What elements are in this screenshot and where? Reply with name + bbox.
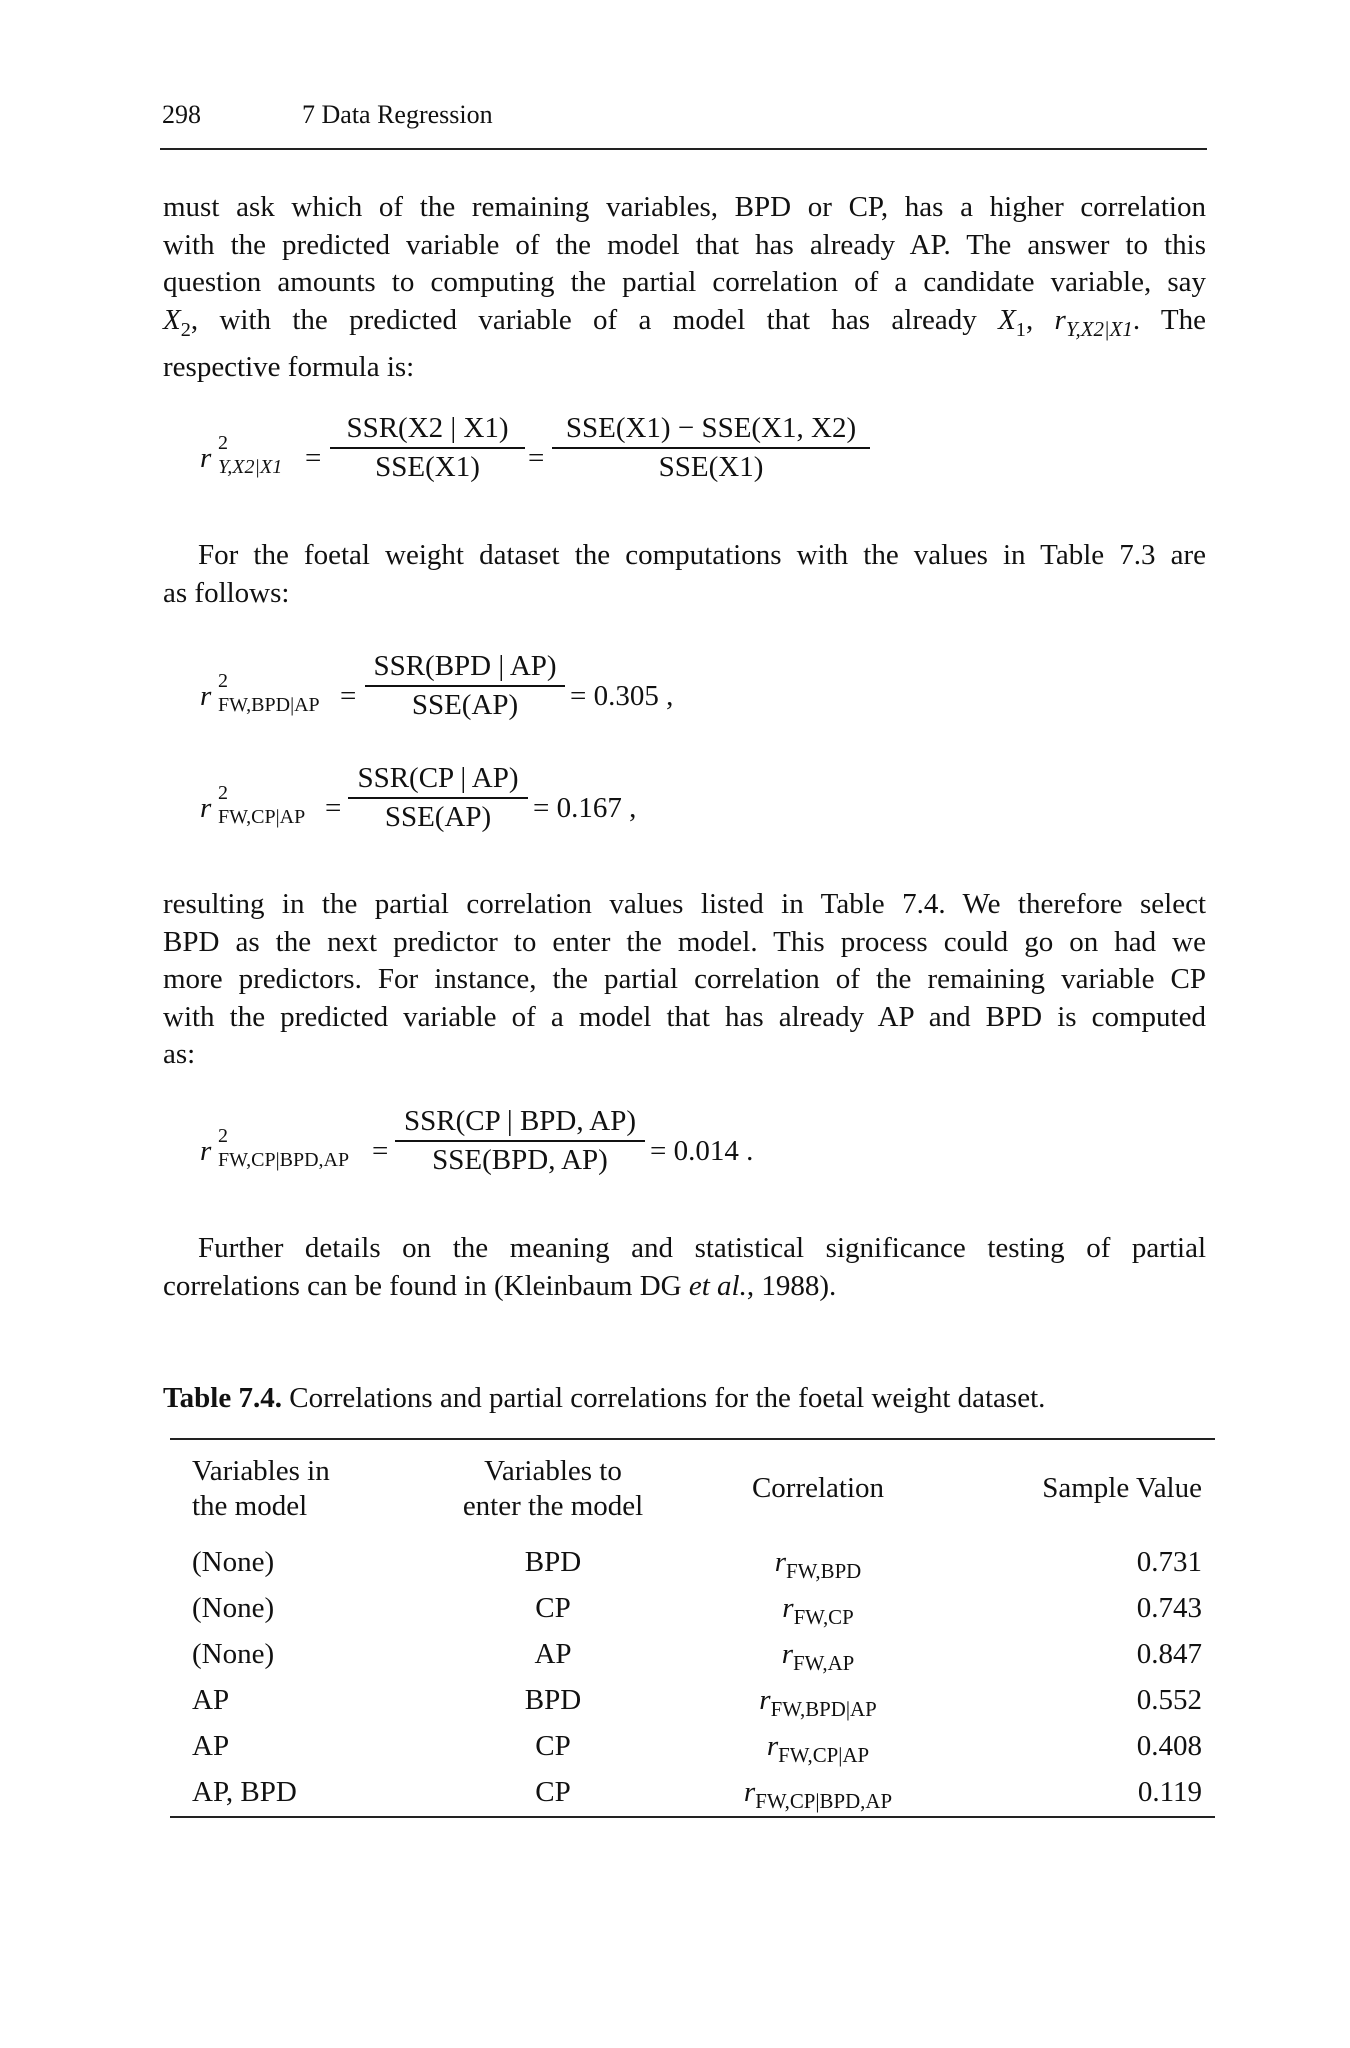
equation-1: r 2 Y,X2|X1 = SSR(X2 | X1) SSE(X1) = SSE(X1) − SSE(X1, X2) SSE(X1): [200, 412, 900, 502]
cell-enter: CP: [535, 1592, 571, 1624]
table-caption: Table 7.4. Correlations and partial correlations for the foetal weight dataset.: [163, 1382, 1046, 1414]
header-sample-value: Sample Value: [1042, 1472, 1202, 1504]
text-line-with-math: $X_2$, with the predicted variable of a model that has already $X_1$, $r_{Y,X2|X1}$. The: [163, 303, 1207, 342]
paragraph-4: [163, 1230, 1206, 1305]
text-line: as:: [163, 1038, 196, 1071]
cell-enter: BPD: [524, 1546, 582, 1578]
cell-correlation: $r_{FW,CP}$: [782, 1592, 854, 1630]
cell-model: (None): [192, 1638, 275, 1670]
fraction-1: SSR(X2 | X1) SSE(X1): [330, 412, 525, 484]
header-correlation: Correlation: [751, 1472, 885, 1504]
text-line: correlations can be found in (Kleinbaum DG et al., 1988).: [163, 1269, 837, 1302]
cell-correlation: $r_{FW,BPD}$: [774, 1546, 862, 1584]
fraction: SSR(CP | AP) SSE(AP): [348, 762, 528, 834]
cell-enter: AP: [534, 1638, 572, 1670]
header-rule: [160, 148, 1207, 150]
text-line: question amounts to computing the partial correlation of a candidate variable, say: [163, 266, 1206, 299]
text-line: BPD as the next predictor to enter the model. This process could go on had we: [163, 925, 1206, 958]
cell-enter: CP: [535, 1776, 571, 1808]
page-number: 298: [162, 100, 201, 129]
text-line: respective formula is:: [163, 351, 415, 384]
cell-value: 0.408: [1136, 1730, 1202, 1762]
cell-enter: BPD: [524, 1684, 582, 1716]
paragraph-2: [163, 537, 1206, 612]
fraction: SSR(BPD | AP) SSE(AP): [365, 650, 565, 722]
header-variables-to-enter: Variables to enter the model: [462, 1455, 644, 1522]
cell-correlation: $r_{FW,BPD|AP}$: [759, 1684, 877, 1722]
cell-correlation: $r_{FW,CP|BPD,AP}$: [743, 1776, 893, 1814]
text-line: resulting in the partial correlation values listed in Table 7.4. We therefore select: [163, 888, 1206, 920]
chapter-title: 7 Data Regression: [302, 100, 493, 129]
equation-4: r 2 FW,CP|BPD,AP = SSR(CP | BPD, AP) SSE(BPD, AP) = 0.014 .: [200, 1105, 754, 1176]
fraction-2: SSE(X1) − SSE(X1, X2) SSE(X1): [552, 412, 870, 484]
cell-value: 0.119: [1137, 1776, 1202, 1808]
cell-value: 0.552: [1136, 1684, 1202, 1716]
cell-correlation: $r_{FW,CP|AP}$: [766, 1730, 870, 1768]
cell-enter: CP: [535, 1730, 571, 1762]
cell-model: AP, BPD: [192, 1776, 297, 1808]
cell-value: 0.743: [1136, 1592, 1202, 1624]
cell-value: 0.847: [1136, 1638, 1202, 1670]
text-line: Further details on the meaning and statistical significance testing of partial: [198, 1232, 1206, 1264]
paragraph-3: [163, 886, 1206, 1074]
fraction: SSR(CP | BPD, AP) SSE(BPD, AP): [395, 1105, 645, 1177]
page-header: [162, 100, 1207, 148]
equation-2: r 2 FW,BPD|AP = SSR(BPD | AP) SSE(AP) = 0.305 ,: [200, 650, 674, 721]
text-line: with the predicted variable of a model that has already AP and BPD is computed: [163, 1000, 1206, 1033]
equation-3: r 2 FW,CP|AP = SSR(CP | AP) SSE(AP) = 0.167 ,: [200, 762, 637, 833]
text-line: more predictors. For instance, the partial correlation of the remaining variable CP: [163, 963, 1206, 996]
text-line: must ask which of the remaining variables, BPD or CP, has a higher correlation: [163, 191, 1206, 223]
cell-model: (None): [192, 1592, 275, 1624]
cell-model: (None): [192, 1546, 275, 1578]
text-line: For the foetal weight dataset the computations with the values in Table 7.3 are: [198, 539, 1206, 571]
text-line: with the predicted variable of the model that has already AP. The answer to this: [163, 228, 1206, 261]
cell-model: AP: [192, 1684, 230, 1716]
table-bottom-rule: [170, 1816, 1215, 1818]
cell-model: AP: [192, 1730, 230, 1762]
cell-correlation: $r_{FW,AP}$: [781, 1638, 855, 1676]
table-top-rule: [170, 1438, 1215, 1440]
header-variables-in-model: Variables in the model: [192, 1455, 330, 1522]
cell-value: 0.731: [1136, 1546, 1202, 1578]
text-line: as follows:: [163, 576, 290, 609]
paragraph-1: [163, 189, 1206, 387]
